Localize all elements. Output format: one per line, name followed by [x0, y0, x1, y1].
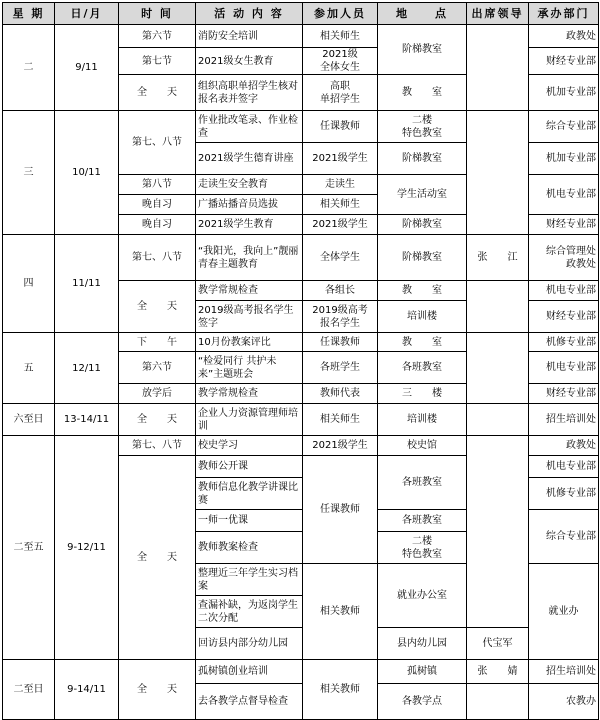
activity-cell: 消防安全培训: [196, 25, 303, 48]
participants-cell: 相关教师: [303, 564, 378, 660]
date-cell: 13-14/11: [55, 404, 119, 436]
department-cell: 综合专业部: [529, 510, 599, 564]
participants-cell: 走读生: [303, 175, 378, 195]
time-cell: 第七节: [119, 48, 196, 75]
participants-cell: 相关师生: [303, 25, 378, 48]
activity-cell: 2021级女生教育: [196, 48, 303, 75]
activity-cell: 校史学习: [196, 436, 303, 456]
participants-cell: 高职 单招学生: [303, 75, 378, 111]
time-cell: 晚自习: [119, 195, 196, 215]
col-header-participants: 参加人员: [303, 3, 378, 25]
department-cell: 机修专业部: [529, 478, 599, 510]
leader-cell: [467, 25, 529, 111]
col-header-activity: 活 动 内 容: [196, 3, 303, 25]
participants-cell: 2021级学生: [303, 143, 378, 175]
location-cell: 各班教室: [378, 352, 467, 384]
activity-cell: 教学常规检查: [196, 384, 303, 404]
col-header-date: 日/月: [55, 3, 119, 25]
leader-cell: [467, 436, 529, 628]
table-row: [3, 333, 599, 352]
location-cell: 学生活动室: [378, 175, 467, 215]
participants-cell: 相关师生: [303, 404, 378, 436]
location-cell: 就业办公室: [378, 564, 467, 628]
schedule-table: [2, 2, 599, 720]
department-cell: 机加专业部: [529, 75, 599, 111]
activity-cell: 2021级学生德育讲座: [196, 143, 303, 175]
activity-cell: 走读生安全教育: [196, 175, 303, 195]
date-cell: 12/11: [55, 333, 119, 404]
activity-cell: 整理近三年学生实习档案: [196, 564, 303, 596]
time-cell: 晚自习: [119, 215, 196, 235]
location-cell: 教 室: [378, 75, 467, 111]
time-cell: 放学后: [119, 384, 196, 404]
time-cell: 下 午: [119, 333, 196, 352]
weekday-cell: 二至日: [3, 660, 55, 720]
activity-cell: 2019级高考报名学生签字: [196, 301, 303, 333]
activity-cell: 一师一优课: [196, 510, 303, 532]
activity-cell: 教师信息化教学讲课比赛: [196, 478, 303, 510]
leader-cell: [467, 684, 529, 720]
table-row: [3, 235, 599, 281]
weekday-cell: 二: [3, 25, 55, 111]
location-cell: 校史馆: [378, 436, 467, 456]
location-cell: 二楼 特色教室: [378, 532, 467, 564]
participants-cell: 2021级学生: [303, 436, 378, 456]
activity-cell: 2021级学生教育: [196, 215, 303, 235]
department-cell: 招生培训处: [529, 404, 599, 436]
department-cell: 机修专业部: [529, 333, 599, 352]
time-cell: 全 天: [119, 281, 196, 333]
table-row: [3, 660, 599, 684]
activity-cell: 10月份教案评比: [196, 333, 303, 352]
time-cell: 全 天: [119, 404, 196, 436]
location-cell: 三 楼: [378, 384, 467, 404]
department-cell: 综合管理处 政教处: [529, 235, 599, 281]
time-cell: 全 天: [119, 660, 196, 720]
activity-cell: 组织高职单招学生核对报名表并签字: [196, 75, 303, 111]
col-header-weekday: 星 期: [3, 3, 55, 25]
time-cell: 全 天: [119, 75, 196, 111]
department-cell: 综合专业部: [529, 111, 599, 143]
date-cell: 9-12/11: [55, 436, 119, 660]
date-cell: 9-14/11: [55, 660, 119, 720]
header-row: [3, 3, 599, 25]
location-cell: 各班教室: [378, 456, 467, 510]
col-header-leader: 出席领导: [467, 3, 529, 25]
activity-cell: 广播站播音员选拔: [196, 195, 303, 215]
department-cell: 就业办: [529, 564, 599, 660]
participants-cell: 任课教师: [303, 111, 378, 143]
participants-cell: 2019级高考 报名学生: [303, 301, 378, 333]
time-cell: 第七、八节: [119, 111, 196, 175]
time-cell: 第七、八节: [119, 235, 196, 281]
time-cell: 第八节: [119, 175, 196, 195]
activity-cell: 回访县内部分幼儿园: [196, 628, 303, 660]
participants-cell: 教师代表: [303, 384, 378, 404]
activity-cell: “我阳光，我向上”靓丽青春主题教育: [196, 235, 303, 281]
activity-cell: 教师教案检查: [196, 532, 303, 564]
participants-cell: 相关师生: [303, 195, 378, 215]
weekday-cell: 二至五: [3, 436, 55, 660]
activity-cell: 去各教学点督导检查: [196, 684, 303, 720]
table-row: [3, 25, 599, 48]
department-cell: 农教办: [529, 684, 599, 720]
time-cell: 第六节: [119, 352, 196, 384]
department-cell: 招生培训处: [529, 660, 599, 684]
weekday-cell: 六至日: [3, 404, 55, 436]
activity-cell: “检爱同行 共护未来”主题班会: [196, 352, 303, 384]
table-row: [3, 404, 599, 436]
activity-cell: 企业人力资源管理师培训: [196, 404, 303, 436]
participants-cell: 相关教师: [303, 660, 378, 720]
col-header-department: 承办部门: [529, 3, 599, 25]
location-cell: 培训楼: [378, 301, 467, 333]
location-cell: 各教学点: [378, 684, 467, 720]
weekday-cell: 五: [3, 333, 55, 404]
department-cell: 财经专业部: [529, 301, 599, 333]
col-header-time: 时 间: [119, 3, 196, 25]
department-cell: 机电专业部: [529, 281, 599, 301]
activity-cell: 教学常规检查: [196, 281, 303, 301]
weekday-cell: 三: [3, 111, 55, 235]
participants-cell: 任课教师: [303, 333, 378, 352]
location-cell: 阶梯教室: [378, 215, 467, 235]
location-cell: 县内幼儿园: [378, 628, 467, 660]
location-cell: 阶梯教室: [378, 25, 467, 75]
participants-cell: 各组长: [303, 281, 378, 301]
activity-cell: 作业批改笔录、作业检查: [196, 111, 303, 143]
leader-cell: 张 婧: [467, 660, 529, 684]
participants-cell: 各班学生: [303, 352, 378, 384]
leader-cell: [467, 333, 529, 404]
location-cell: 教 室: [378, 281, 467, 301]
date-cell: 10/11: [55, 111, 119, 235]
participants-cell: 2021级学生: [303, 215, 378, 235]
weekday-cell: 四: [3, 235, 55, 333]
leader-cell: [467, 404, 529, 436]
time-cell: 第六节: [119, 25, 196, 48]
participants-cell: 任课教师: [303, 456, 378, 564]
time-cell: 第七、八节: [119, 436, 196, 456]
location-cell: 阶梯教室: [378, 235, 467, 281]
department-cell: 财经专业部: [529, 384, 599, 404]
activity-cell: 查漏补缺，为返岗学生二次分配: [196, 596, 303, 628]
location-cell: 二楼 特色教室: [378, 111, 467, 143]
time-cell: 全 天: [119, 456, 196, 660]
table-row: [3, 436, 599, 456]
location-cell: 阶梯教室: [378, 143, 467, 175]
location-cell: 培训楼: [378, 404, 467, 436]
participants-cell: 全体学生: [303, 235, 378, 281]
department-cell: 财经专业部: [529, 215, 599, 235]
location-cell: 孤树镇: [378, 660, 467, 684]
leader-cell: 代宝军: [467, 628, 529, 660]
department-cell: 机加专业部: [529, 143, 599, 175]
department-cell: 财经专业部: [529, 48, 599, 75]
leader-cell: [467, 281, 529, 333]
col-header-location: 地 点: [378, 3, 467, 25]
department-cell: 机电专业部: [529, 175, 599, 215]
date-cell: 11/11: [55, 235, 119, 333]
department-cell: 政教处: [529, 25, 599, 48]
activity-cell: 教师公开课: [196, 456, 303, 478]
activity-cell: 孤树镇创业培训: [196, 660, 303, 684]
location-cell: 教 室: [378, 333, 467, 352]
date-cell: 9/11: [55, 25, 119, 111]
leader-cell: 张 江: [467, 235, 529, 281]
table-row: [3, 111, 599, 143]
participants-cell: 2021级 全体女生: [303, 48, 378, 75]
leader-cell: [467, 111, 529, 235]
department-cell: 机电专业部: [529, 352, 599, 384]
department-cell: 机电专业部: [529, 456, 599, 478]
department-cell: 政教处: [529, 436, 599, 456]
location-cell: 各班教室: [378, 510, 467, 532]
